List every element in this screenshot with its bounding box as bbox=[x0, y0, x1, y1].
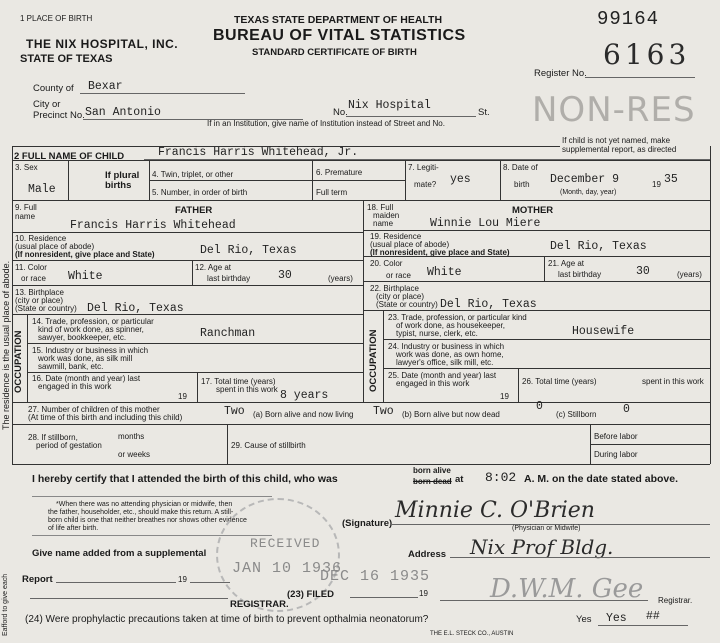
father-industry-label-2: work was done, as silk mill bbox=[38, 354, 133, 363]
mother-heading: MOTHER bbox=[512, 205, 554, 216]
stamp-date-2: DEC 16 1935 bbox=[320, 568, 431, 585]
note-line-3: born child is one that neither breathes nor shows other evidence bbox=[48, 517, 247, 524]
address-label: Address bbox=[408, 549, 447, 560]
dead-label: (b) Born alive but now dead bbox=[402, 410, 500, 419]
cause-label: 29. Cause of stillbirth bbox=[231, 441, 306, 450]
supplemental-note-2: supplemental report, as directed bbox=[562, 145, 677, 154]
signature-value: Minnie C. O'Brien bbox=[395, 498, 595, 523]
street-no-label: No. bbox=[333, 107, 348, 118]
stillborn-value: 0 bbox=[623, 403, 630, 416]
sex-value: Male bbox=[28, 183, 56, 196]
father-birthplace-label-3: (State or country) bbox=[15, 304, 77, 313]
registrar-signature: D.W.M. Gee bbox=[490, 574, 644, 604]
row27-label-1: 27. Number of children of this mother bbox=[28, 405, 160, 414]
father-trade-label-3: sawyer, bookkeeper, etc. bbox=[38, 333, 127, 342]
mother-age-value: 30 bbox=[636, 265, 650, 278]
father-time-label-1: 17. Total time (years) bbox=[201, 377, 276, 386]
dead-value: Two bbox=[373, 405, 394, 418]
row28-label-2: period of gestation bbox=[36, 441, 102, 450]
mother-residence-label-3: (If nonresident, give place and State) bbox=[370, 248, 510, 257]
mother-birthplace-label-3: (State or country) bbox=[376, 300, 438, 309]
living-label: (a) Born alive and now living bbox=[253, 410, 354, 419]
mother-name-label-1: 18. Full bbox=[367, 203, 394, 212]
date-label-2: birth bbox=[514, 180, 530, 189]
date-year: 35 bbox=[664, 173, 678, 186]
father-trade-value: Ranchman bbox=[200, 327, 256, 340]
father-date-label-2: engaged in this work bbox=[38, 382, 112, 391]
father-color-value: White bbox=[68, 270, 103, 283]
father-occupation-vertical: OCCUPATION bbox=[13, 330, 24, 393]
city-label-2: Precinct No. bbox=[33, 110, 85, 121]
during-labor: During labor bbox=[594, 450, 638, 459]
father-residence-value: Del Rio, Texas bbox=[200, 244, 297, 257]
father-color-label-2: or race bbox=[21, 274, 46, 283]
city-value: San Antonio bbox=[85, 106, 161, 119]
mother-color-value: White bbox=[427, 266, 462, 279]
father-name-label-2: name bbox=[15, 212, 36, 221]
note-line-1: *When there was no attending physician or midwife, then bbox=[56, 501, 233, 508]
mother-residence-label-2: (usual place of abode) bbox=[370, 240, 450, 249]
born-dead: born dead bbox=[413, 477, 452, 486]
mother-trade-label-1: 23. Trade, profession, or particular kind bbox=[388, 313, 527, 322]
printer-credit: THE E.L. STECK CO., AUSTIN bbox=[430, 631, 514, 637]
father-age-label-2: last birthday bbox=[207, 274, 251, 283]
mother-trade-label-2: of work done, as housekeeper, bbox=[396, 321, 505, 330]
father-birthplace-value: Del Rio, Texas bbox=[87, 302, 184, 315]
bureau-title: BUREAU OF VITAL STATISTICS bbox=[213, 27, 466, 44]
note-line-4: of life after birth. bbox=[48, 525, 99, 532]
born-alive: born alive bbox=[413, 466, 451, 475]
mother-date-label-2: engaged in this work bbox=[396, 379, 470, 388]
prophylactic-answer-2: Yes bbox=[606, 612, 627, 625]
certificate-title: STANDARD CERTIFICATE OF BIRTH bbox=[252, 47, 417, 58]
registrar-label-2: Registrar. bbox=[658, 596, 693, 605]
father-birthplace-label-2: (city or place) bbox=[15, 296, 64, 305]
state-name: STATE OF TEXAS bbox=[20, 53, 113, 65]
prophylactic-answer-1: Yes bbox=[576, 614, 592, 625]
certify-suffix: A. M. on the date stated above. bbox=[524, 473, 679, 485]
county-label: County of bbox=[33, 83, 74, 94]
legit-value: yes bbox=[450, 173, 471, 186]
father-residence-label-2: (usual place of abode) bbox=[15, 242, 95, 251]
note-line-2: the father, householder, etc., should make this return. A still- bbox=[48, 509, 234, 516]
mother-industry-label-3: lawyer's office, silk mill, etc. bbox=[396, 358, 494, 367]
mother-age-label-2: last birthday bbox=[558, 270, 602, 279]
mother-residence-value: Del Rio, Texas bbox=[550, 240, 647, 253]
father-name-value: Francis Harris Whitehead bbox=[70, 219, 236, 232]
father-industry-label-3: sawmill, bank, etc. bbox=[38, 362, 104, 371]
father-age-value: 30 bbox=[278, 269, 292, 282]
received-stamp: RECEIVED bbox=[250, 536, 321, 551]
mother-time-label-2: spent in this work bbox=[642, 377, 704, 386]
filed-year: 19 bbox=[419, 589, 428, 598]
premature-label: 6. Premature bbox=[316, 168, 363, 177]
mother-birthplace-label-2: (city or place) bbox=[376, 292, 425, 301]
twin-label: 4. Twin, triplet, or other bbox=[152, 170, 234, 179]
before-labor: Before labor bbox=[594, 432, 638, 441]
mother-industry-label-2: work was done, as own home, bbox=[396, 350, 504, 359]
certify-time: 8:02 bbox=[485, 470, 517, 485]
mother-age-label-1: 21. Age at bbox=[548, 259, 585, 268]
weeks-label: or weeks bbox=[118, 450, 151, 459]
father-age-label-1: 12. Age at bbox=[195, 263, 232, 272]
mother-trade-value: Housewife bbox=[572, 325, 635, 338]
prophylactic-question: (24) Were prophylactic precautions taken at time of birth to prevent opthalmia neonatorum? bbox=[25, 614, 429, 625]
father-industry-label-1: 15. Industry or business in which bbox=[32, 346, 149, 355]
living-value: Two bbox=[224, 405, 245, 418]
mother-name-value: Winnie Lou Miere bbox=[430, 217, 541, 230]
mother-industry-label-1: 24. Industry or business in which bbox=[388, 342, 505, 351]
row28-label-1: 28. If stillborn, bbox=[28, 433, 78, 442]
address-value: Nix Prof Bldg. bbox=[470, 535, 614, 559]
mother-residence-label-1: 19. Residence bbox=[370, 232, 422, 241]
mother-date-year: 19 bbox=[500, 392, 509, 401]
mother-birthplace-value: Del Rio, Texas bbox=[440, 298, 537, 311]
county-value: Bexar bbox=[88, 80, 123, 93]
signature-caption: (Physician or Midwife) bbox=[512, 525, 581, 532]
stillborn-label: (c) Stillborn bbox=[556, 410, 597, 419]
register-label: Register No. bbox=[534, 68, 587, 79]
mother-birthplace-label-1: 22. Birthplace bbox=[370, 284, 419, 293]
legit-label-1: 7. Legiti- bbox=[408, 163, 439, 172]
date-label-1: 8. Date of bbox=[503, 163, 538, 172]
father-time-value: 8 years bbox=[280, 389, 329, 402]
mother-name-label-3: name bbox=[373, 219, 394, 228]
register-number: 6163 bbox=[603, 38, 691, 71]
certify-text: I hereby certify that I attended the birth of this child, who was bbox=[32, 473, 338, 485]
sex-label: 3. Sex bbox=[15, 163, 38, 172]
father-age-unit: (years) bbox=[328, 274, 353, 283]
stamp-date-1: JAN 10 1936 bbox=[232, 560, 343, 577]
registrar-label: REGISTRAR. bbox=[230, 599, 289, 610]
father-date-label-1: 16. Date (month and year) last bbox=[32, 374, 141, 383]
prophylactic-mark: ## bbox=[646, 610, 660, 623]
margin-note: The residence is the usual place of abode. bbox=[1, 260, 11, 430]
mother-color-label-2: or race bbox=[386, 271, 411, 280]
hospital-name: THE NIX HOSPITAL, INC. bbox=[26, 37, 179, 51]
city-label-1: City or bbox=[33, 99, 61, 110]
months-label: months bbox=[118, 432, 145, 441]
mother-color-label-1: 20. Color bbox=[370, 259, 403, 268]
margin-note-lower: Eafford to give each bbox=[2, 573, 9, 636]
father-color-label-1: 11. Color bbox=[15, 263, 47, 272]
institution-note: If in an Institution, give name of Institution instead of Street and No. bbox=[207, 119, 445, 128]
number-label: 5. Number, in order of birth bbox=[152, 188, 248, 197]
report-label: Report bbox=[22, 574, 53, 585]
report-year: 19 bbox=[178, 575, 187, 584]
row27-label-2: (At time of this birth and including this child) bbox=[28, 413, 183, 422]
filed-label: (23) FILED bbox=[287, 589, 334, 600]
non-res-stamp: NON-RES bbox=[532, 90, 696, 130]
date-year-prefix: 19 bbox=[652, 180, 661, 189]
father-date-year: 19 bbox=[178, 392, 187, 401]
give-name-label: Give name added from a supplemental bbox=[32, 548, 207, 559]
certify-at: at bbox=[455, 474, 464, 485]
child-name-label: 2 FULL NAME OF CHILD bbox=[14, 151, 125, 162]
mother-date-label-1: 25. Date (month and year) last bbox=[388, 371, 497, 380]
father-time-label-2: spent in this work bbox=[216, 385, 278, 394]
certificate-number: 99164 bbox=[597, 8, 660, 30]
mother-occupation-vertical: OCCUPATION bbox=[368, 329, 379, 392]
supplemental-note-1: If child is not yet named, make bbox=[562, 136, 671, 145]
fullterm-label: Full term bbox=[316, 188, 348, 197]
signature-label: (Signature) bbox=[342, 518, 393, 529]
mother-age-unit: (years) bbox=[677, 270, 702, 279]
child-name-value: Francis Harris Whitehead, Jr. bbox=[158, 146, 359, 159]
father-heading: FATHER bbox=[175, 205, 213, 216]
father-trade-label-2: kind of work done, as spinner, bbox=[38, 325, 144, 334]
mother-time-label-1: 26. Total time (years) bbox=[522, 377, 597, 386]
date-caption: (Month, day, year) bbox=[560, 189, 617, 196]
father-residence-label-1: 10. Residence bbox=[15, 234, 67, 243]
mother-trade-label-3: typist, nurse, clerk, etc. bbox=[396, 329, 478, 338]
plural-label-2: births bbox=[105, 180, 132, 191]
place-of-birth-label: 1 PLACE OF BIRTH bbox=[20, 14, 93, 23]
father-name-label-1: 9. Full bbox=[15, 203, 37, 212]
father-birthplace-label-1: 13. Birthplace bbox=[15, 288, 64, 297]
legit-label-2: mate? bbox=[414, 180, 437, 189]
father-residence-label-3: (If nonresident, give place and State) bbox=[15, 250, 155, 259]
mother-name-label-2: maiden bbox=[373, 211, 400, 220]
father-trade-label-1: 14. Trade, profession, or particular bbox=[32, 317, 154, 326]
street-label: St. bbox=[478, 107, 490, 118]
street-no-value: Nix Hospital bbox=[348, 99, 431, 112]
department-title: TEXAS STATE DEPARTMENT OF HEALTH bbox=[234, 14, 443, 26]
date-value: December 9 bbox=[550, 173, 620, 186]
plural-label-1: If plural bbox=[105, 170, 140, 181]
dead-count: 0 bbox=[536, 400, 543, 413]
